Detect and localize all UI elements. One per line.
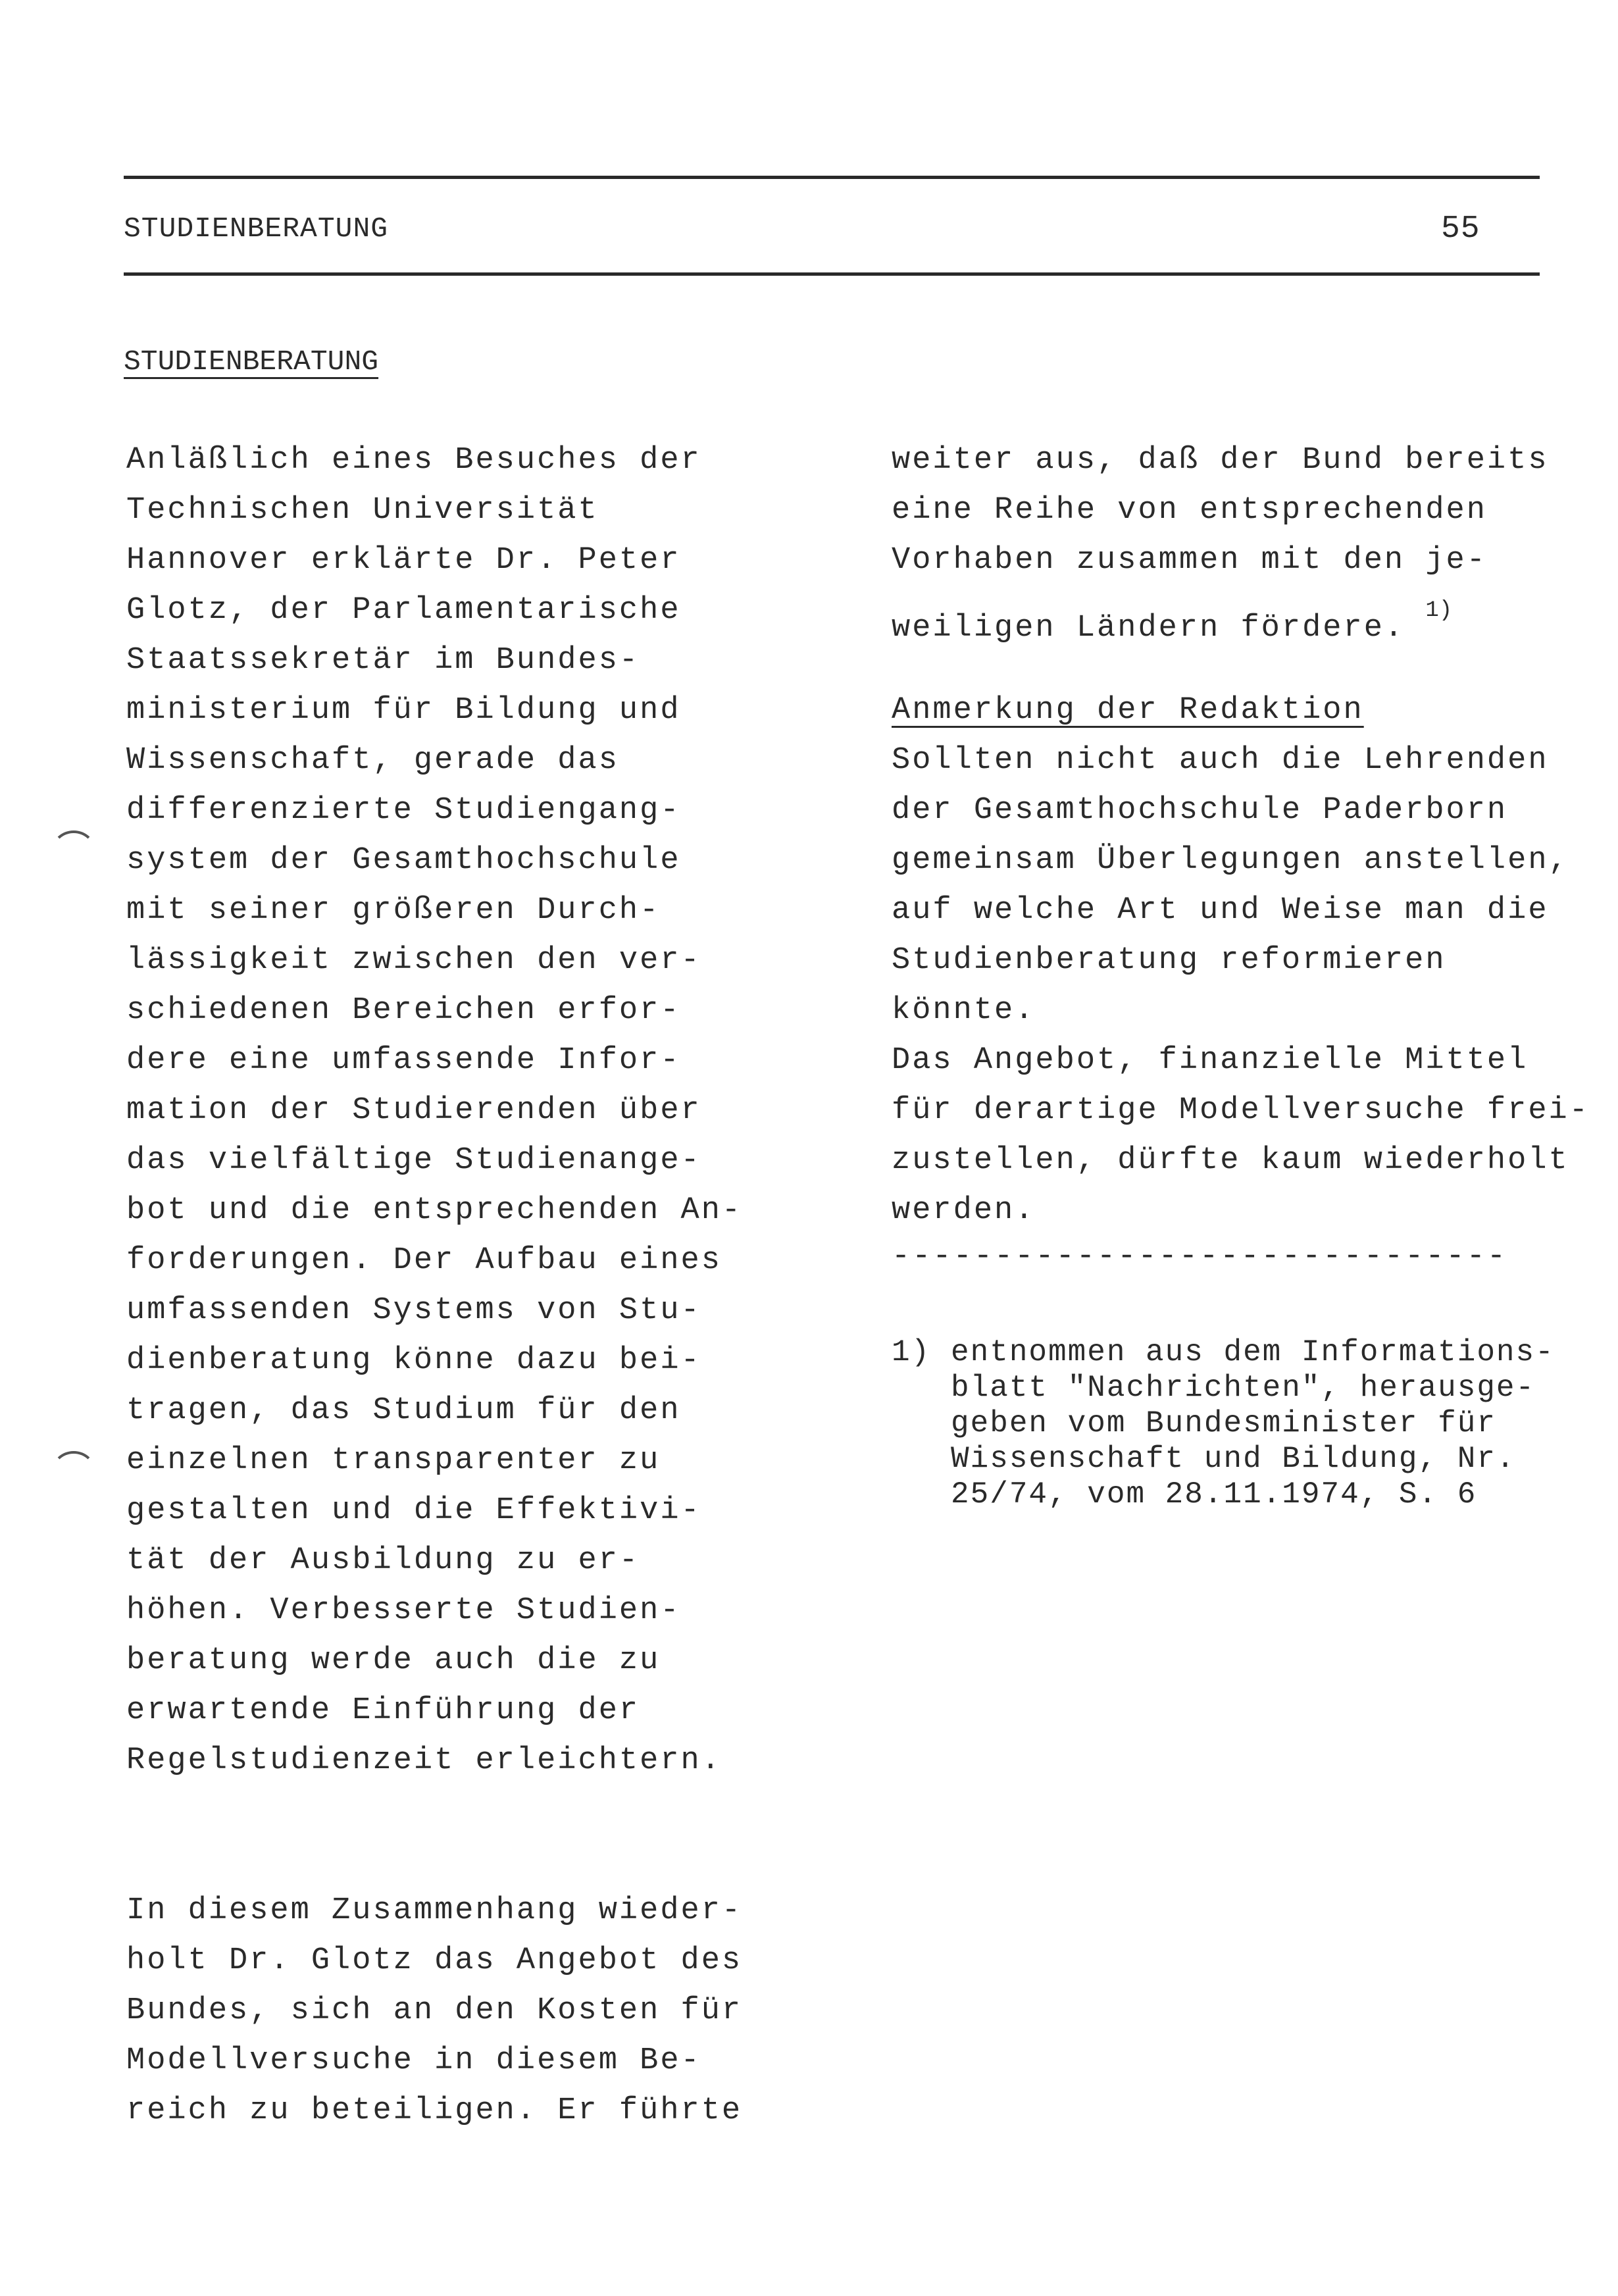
- text-line: reich zu beteiligen. Er führte: [126, 2093, 743, 2128]
- footnote-marker: 1): [892, 1335, 931, 1369]
- text-line: Technischen Universität: [126, 493, 599, 528]
- text-line: beratung werde auch die zu: [126, 1643, 661, 1678]
- text-line: Modellversuche in diesem Be-: [126, 2043, 701, 2078]
- text-line: weiter aus, daß der Bund bereits: [892, 443, 1549, 478]
- text-line: Sollten nicht auch die Lehrenden: [892, 743, 1549, 778]
- text-line: Studienberatung reformieren: [892, 943, 1446, 978]
- editor-note: [892, 736, 1590, 1236]
- text-line: Hannover erklärte Dr. Peter: [126, 543, 681, 578]
- text-line: Wissenschaft, gerade das: [126, 743, 619, 778]
- section-heading: STUDIENBERATUNG: [124, 345, 379, 378]
- text-line: gestalten und die Effektivi-: [126, 1493, 701, 1528]
- text-line: auf welche Art und Weise man die: [892, 893, 1549, 928]
- text-line: differenzierte Studiengang-: [126, 793, 681, 828]
- text-line: mation der Studierenden über: [126, 1093, 701, 1128]
- text-line: einzelnen transparenter zu: [126, 1443, 661, 1478]
- text-line: tät der Ausbildung zu er-: [126, 1543, 640, 1578]
- paragraph-gap: [126, 1836, 742, 1886]
- text-line: Vorhaben zusammen mit den je-: [892, 543, 1487, 578]
- text-line: weiligen Ländern fördere.: [892, 611, 1405, 646]
- punch-hole-mark: [51, 830, 96, 873]
- footnote-text: [951, 1335, 1555, 1512]
- paragraph-gap: [126, 1786, 742, 1836]
- text-line: Bundes, sich an den Kosten für: [126, 1993, 743, 2028]
- page-number: 55: [1441, 211, 1480, 247]
- footnote-separator: ------------------------------: [892, 1239, 1508, 1274]
- text-line: Das Angebot, finanzielle Mittel: [892, 1043, 1529, 1078]
- text-line: In diesem Zusammenhang wieder-: [126, 1893, 743, 1928]
- text-line: Regelstudienzeit erleichtern.: [126, 1743, 722, 1778]
- text-line: werden.: [892, 1193, 1036, 1228]
- text-line: eine Reihe von entsprechenden: [892, 493, 1487, 528]
- paragraph-intro: [126, 436, 742, 1786]
- text-line: forderungen. Der Aufbau eines: [126, 1243, 722, 1278]
- header-rule-top: [124, 176, 1540, 179]
- text-line: mit seiner größeren Durch-: [126, 893, 661, 928]
- text-line: ministerium für Bildung und: [126, 693, 681, 728]
- right-column: [892, 436, 1590, 1236]
- text-line: der Gesamthochschule Paderborn: [892, 793, 1508, 828]
- text-line: für derartige Modellversuche frei-: [892, 1093, 1590, 1128]
- text-line: das vielfältige Studienange-: [126, 1143, 701, 1178]
- paragraph-continuation: [892, 436, 1590, 646]
- text-line: höhen. Verbesserte Studien-: [126, 1593, 681, 1628]
- text-line: lässigkeit zwischen den ver-: [126, 943, 701, 978]
- text-line: gemeinsam Überlegungen anstellen,: [892, 843, 1569, 878]
- punch-hole-mark: [51, 1451, 96, 1493]
- text-line: schiedenen Bereichen erfor-: [126, 993, 681, 1028]
- text-line: tragen, das Studium für den: [126, 1393, 681, 1428]
- editor-note-heading: Anmerkung der Redaktion: [892, 693, 1364, 728]
- text-line: könnte.: [892, 993, 1036, 1028]
- text-line: bot und die entsprechenden An-: [126, 1193, 743, 1228]
- text-line: 25/74, vom 28.11.1974, S. 6: [951, 1477, 1477, 1512]
- text-line: umfassenden Systems von Stu-: [126, 1293, 701, 1328]
- text-line: erwartende Einführung der: [126, 1693, 640, 1728]
- text-line: system der Gesamthochschule: [126, 843, 681, 878]
- footnote-reference: 1): [1425, 598, 1453, 623]
- text-line: holt Dr. Glotz das Angebot des: [126, 1943, 743, 1978]
- text-line: Anläßlich eines Besuches der: [126, 443, 701, 478]
- paragraph-funding: [126, 1886, 742, 2136]
- text-line: zustellen, dürfte kaum wiederholt: [892, 1143, 1569, 1178]
- text-line: dere eine umfassende Infor-: [126, 1043, 681, 1078]
- left-column: [126, 436, 742, 2136]
- footnote: [892, 1335, 1555, 1512]
- text-line: blatt "Nachrichten", herausge-: [951, 1371, 1536, 1405]
- text-line: dienberatung könne dazu bei-: [126, 1343, 701, 1378]
- text-line: entnommen aus dem Informations-: [951, 1335, 1555, 1369]
- text-line-with-footnote: [892, 586, 1590, 646]
- text-line: geben vom Bundesminister für: [951, 1406, 1496, 1441]
- running-head: STUDIENBERATUNG: [124, 213, 389, 245]
- text-line: Glotz, der Parlamentarische: [126, 593, 681, 628]
- header-rule-bottom: [124, 272, 1540, 276]
- text-line: Staatssekretär im Bundes-: [126, 643, 640, 678]
- text-line: Wissenschaft und Bildung, Nr.: [951, 1442, 1516, 1476]
